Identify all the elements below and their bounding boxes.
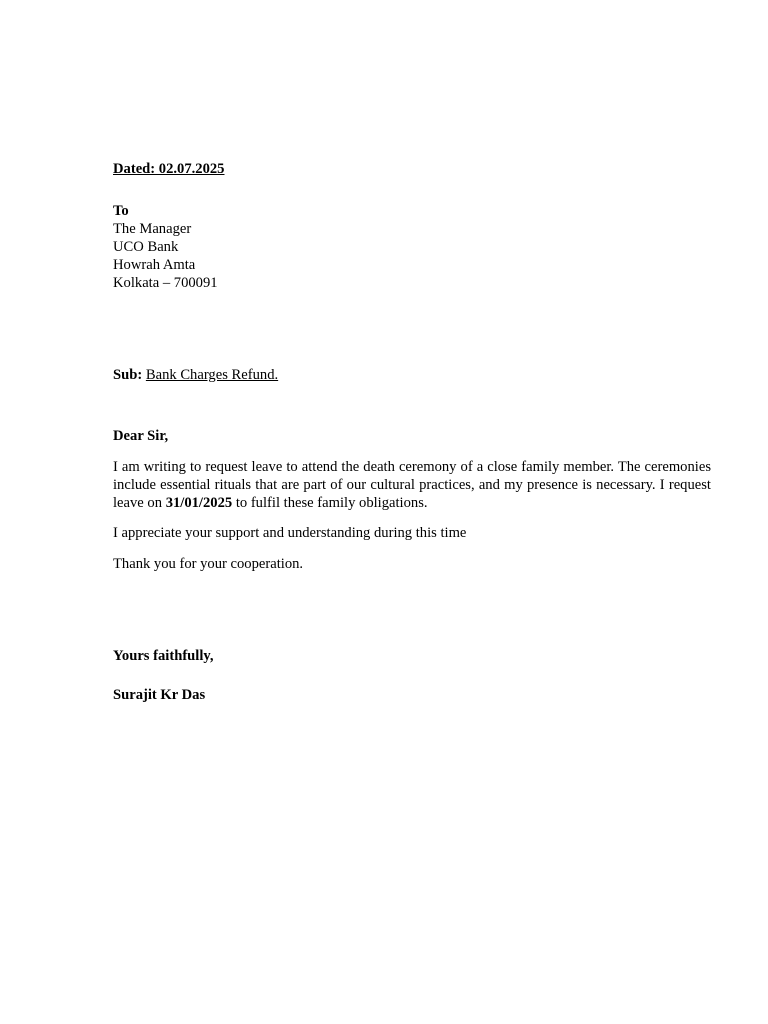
subject-line	[113, 366, 711, 384]
signature-name: Surajit Kr Das	[113, 687, 206, 703]
subject-label: Sub:	[113, 367, 143, 383]
address-line-city: Kolkata – 700091	[113, 275, 218, 291]
body-paragraph-2: I appreciate your support and understanding during this time	[113, 525, 467, 541]
recipient-address	[113, 202, 711, 292]
subject-text: Bank Charges Refund.	[145, 367, 279, 383]
closing: Yours faithfully,	[113, 648, 214, 664]
letter-page	[113, 0, 711, 1024]
address-line-designation: The Manager	[113, 221, 192, 237]
address-line-bank: UCO Bank	[113, 239, 179, 255]
body-paragraph-3: Thank you for your cooperation.	[113, 556, 304, 572]
salutation: Dear Sir,	[113, 428, 169, 444]
address-line-branch: Howrah Amta	[113, 257, 196, 273]
leave-date: 31/01/2025	[165, 495, 233, 511]
body-paragraph-1-text-b: to fulfil these family obligations.	[232, 495, 428, 511]
body-paragraph-1	[113, 458, 711, 512]
letter-date: Dated: 02.07.2025	[113, 161, 225, 177]
body-paragraph-1-text-a: I am writing to request leave to attend the death ceremony of a close family member. The ceremonies include essential rituals that are part of our cultural practices, and my presence is necessary. I request leave on	[113, 459, 711, 511]
to-label: To	[113, 203, 129, 219]
